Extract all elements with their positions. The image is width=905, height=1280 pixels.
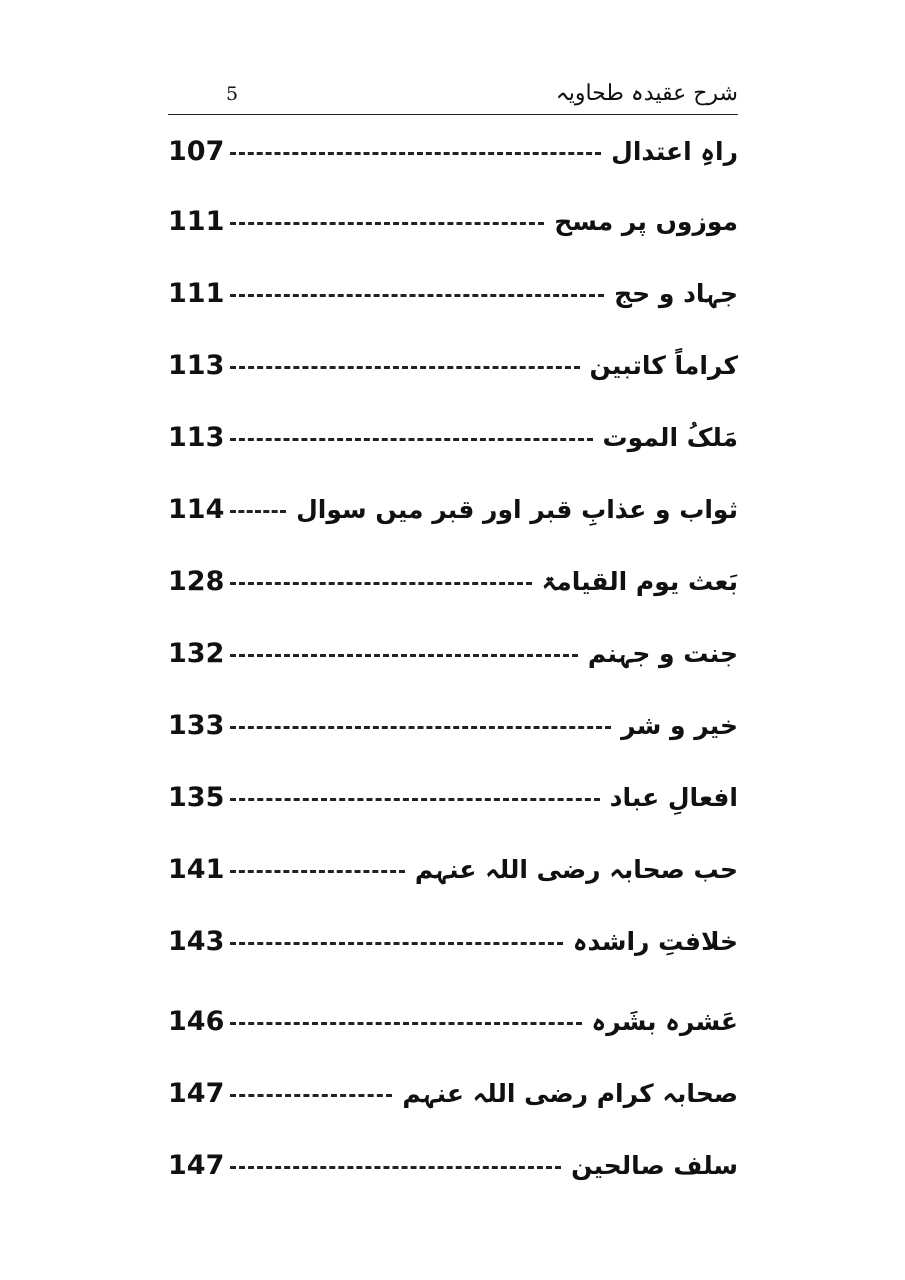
toc-entry-title: مَلکُ الموت [602, 423, 738, 452]
toc-entry-page: 113 [168, 350, 225, 381]
toc-entry[interactable] [168, 268, 738, 320]
toc-leader-dashes [230, 438, 593, 441]
toc-leader-dashes [230, 1166, 561, 1169]
toc-entry-page: 114 [168, 494, 225, 525]
toc-entry-title: سلف صالحین [571, 1151, 738, 1180]
toc-entry[interactable] [168, 412, 738, 464]
toc-entry-page: 111 [168, 206, 225, 237]
toc-entry[interactable] [168, 1140, 738, 1192]
toc-entry-page: 111 [168, 278, 225, 309]
toc-entry[interactable] [168, 996, 738, 1048]
toc-leader-dashes [230, 582, 532, 585]
toc-entry-title: جنت و جہنم [587, 639, 738, 668]
header-page-number: 5 [226, 83, 239, 105]
toc-entry-page: 135 [168, 782, 225, 813]
toc-leader-dashes [230, 510, 286, 513]
header-book-title: شرح عقیدہ طحاویہ [555, 81, 738, 106]
toc-entry-title: راہِ اعتدال [611, 137, 738, 166]
toc-entry-title: حب صحابہ رضی اللہ عنہم [414, 855, 738, 884]
toc-leader-dashes [230, 294, 604, 297]
toc-entry[interactable] [168, 340, 738, 392]
toc-entry-title: کراماً کاتبین [589, 351, 738, 380]
toc-leader-dashes [230, 152, 601, 155]
toc-leader-dashes [230, 222, 544, 225]
toc-entry-title: خلافتِ راشدہ [572, 927, 738, 956]
toc-entry[interactable] [168, 484, 738, 536]
toc-entry-page: 107 [168, 136, 225, 167]
toc-leader-dashes [230, 1094, 392, 1097]
toc-entry[interactable] [168, 700, 738, 752]
toc-leader-dashes [230, 1022, 582, 1025]
toc-leader-dashes [230, 366, 580, 369]
toc-entry-page: 147 [168, 1078, 225, 1109]
toc-entry-title: صحابہ کرام رضی اللہ عنہم [402, 1079, 738, 1108]
toc-entry-page: 128 [168, 566, 225, 597]
toc-entry-page: 146 [168, 1006, 225, 1037]
toc-entry-title: موزوں پر مسح [554, 207, 738, 236]
toc-entry-page: 113 [168, 422, 225, 453]
toc-entry[interactable] [168, 916, 738, 968]
toc-entry-title: عَشرہ بشَرہ [591, 1007, 738, 1036]
toc-leader-dashes [230, 654, 578, 657]
toc-entry-title: جہاد و حج [614, 279, 738, 308]
toc-leader-dashes [230, 870, 405, 873]
toc-entry[interactable] [168, 1068, 738, 1120]
toc-entry-title: خیر و شر [621, 711, 738, 740]
toc-leader-dashes [230, 726, 611, 729]
toc-entry[interactable] [168, 196, 738, 248]
toc-entry-page: 133 [168, 710, 225, 741]
toc-entry[interactable] [168, 772, 738, 824]
toc-entry[interactable] [168, 556, 738, 608]
toc-entry-title: افعالِ عباد [609, 783, 738, 812]
toc-entry-title: ثواب و عذابِ قبر اور قبر میں سوال [296, 495, 738, 524]
toc-entry[interactable] [168, 844, 738, 896]
toc-entry[interactable] [168, 126, 738, 178]
toc-entry-page: 143 [168, 926, 225, 957]
toc-leader-dashes [230, 798, 600, 801]
toc-entry[interactable] [168, 628, 738, 680]
toc-entry-page: 141 [168, 854, 225, 885]
toc-entry-page: 132 [168, 638, 225, 669]
toc-leader-dashes [230, 942, 563, 945]
toc-entry-page: 147 [168, 1150, 225, 1181]
toc-entry-title: بَعث یوم القیامۃ [541, 567, 738, 596]
